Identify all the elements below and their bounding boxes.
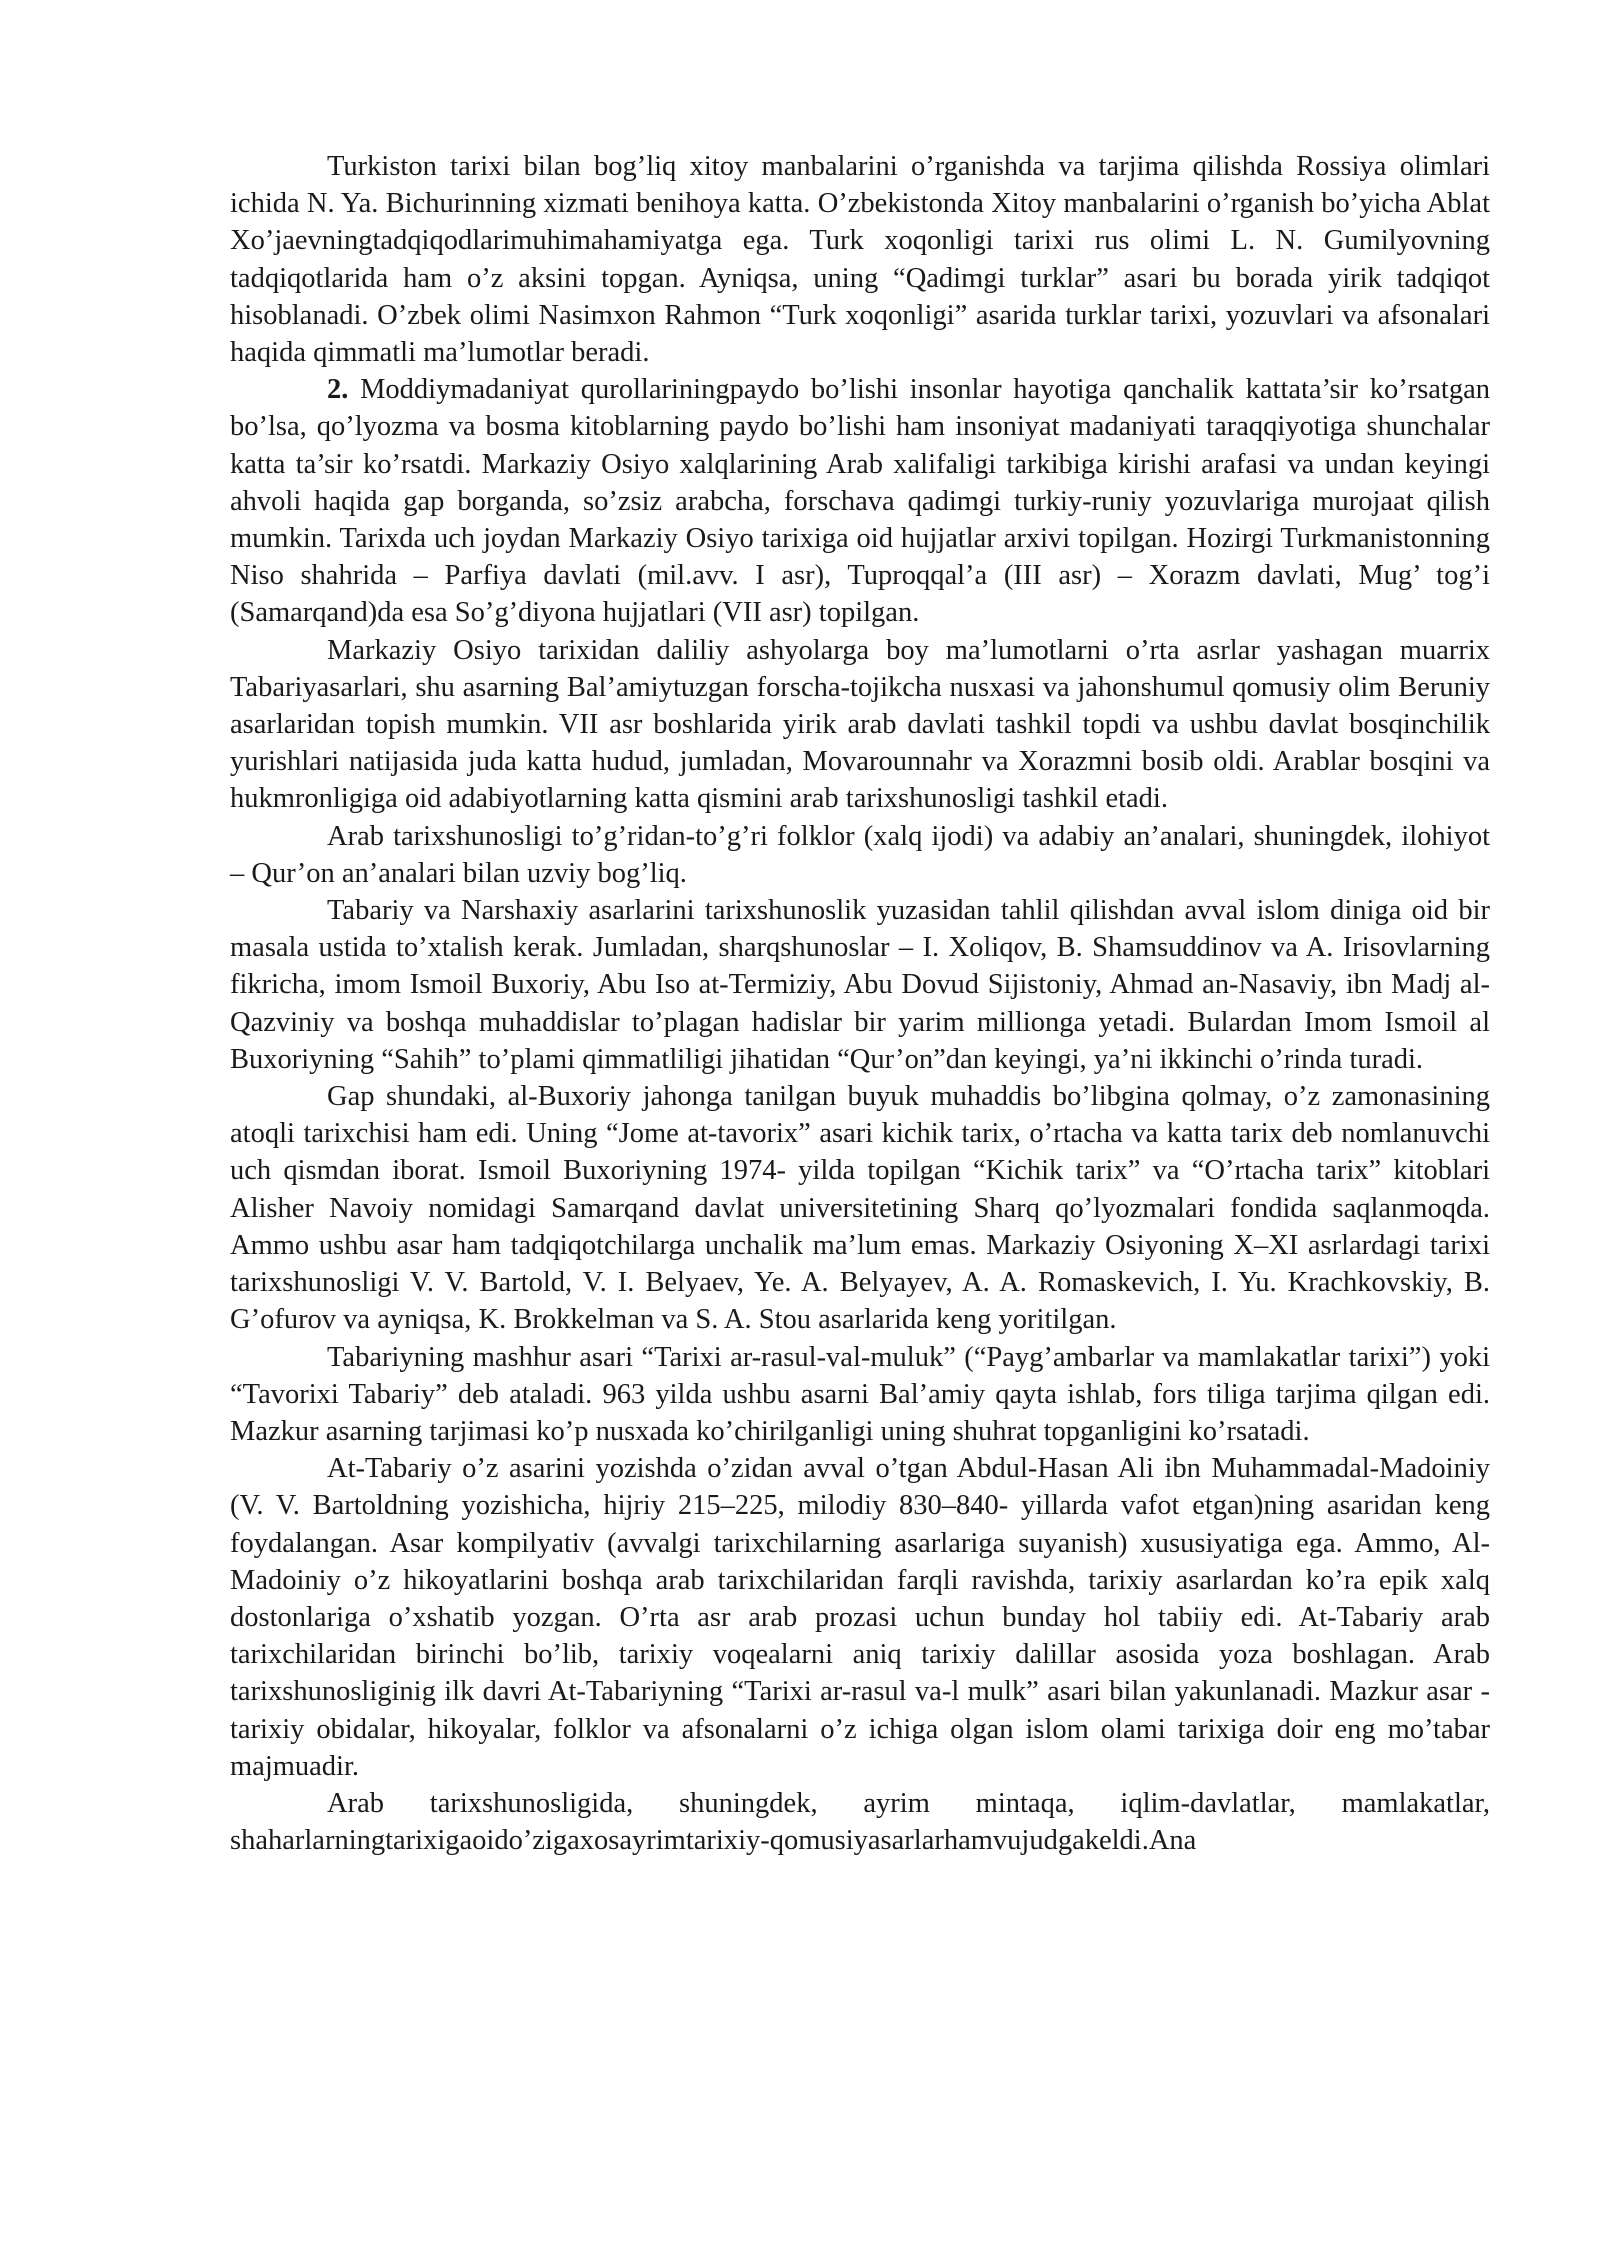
paragraph-7 <box>230 1339 1490 1451</box>
paragraph-text: Turkiston tarixi bilan bog’liq xitoy manbalarini o’rganishda va tarjima qilishda Rossiya olimlari ichida N. Ya. Bichurinning xizmati benihoya katta. O’zbekistonda Xitoy manbalarini o’rganish bo’yicha Ablat Xo’jaevningtadqiqodlarimuhimahamiyatga ega. Turk xoqonligi tarixi rus olimi L. N. Gumilyovning tadqiqotlarida ham o’z aksini topgan. Ayniqsa, uning “Qadimgi turklar” asari bu borada yirik tadqiqot hisoblanadi. O’zbek olimi Nasimxon Rahmon “Turk xoqonligi” asarida turklar tarixi, yozuvlari va afsonalari haqida qimmatli ma’lumotlar beradi. <box>230 151 1490 369</box>
paragraph-text: Gap shundaki, al-Buxoriy jahonga tanilgan buyuk muhaddis bo’libgina qolmay, o’z zamonasining atoqli tarixchisi ham edi. Uning “Jome at-tavorix” asari kichik tarix, o’rtacha va katta tarix deb nomlanuvchi uch qismdan iborat. Ismoil Buxoriyning 1974- yilda topilgan “Kichik tarix” va “O’rtacha tarix” kitoblari Alisher Navoiy nomidagi Samarqand davlat universitetining Sharq qo’lyozmalari fondida saqlanmoqda. Ammo ushbu asar ham tadqiqotchilarga unchalik ma’lum emas. Markaziy Osiyoning X–XI asrlardagi tarixi tarixshunosligi V. V. Bartold, V. I. Belyaev, Ye. A. Belyayev, A. A. Romaskevich, I. Yu. Krachkovskiy, B. G’ofurov va ayniqsa, K. Brokkelman va S. A. Stou asarlarida keng yoritilgan. <box>230 1081 1490 1336</box>
paragraph-text: Markaziy Osiyo tarixidan daliliy ashyolarga boy ma’lumotlarni o’rta asrlar yashagan muarrix Tabariyasarlari, shu asarning Bal’amiytuzgan forscha-tojikcha nusxasi va jahonshumul qomusiy olim Beruniy asarlaridan topish mumkin. VII asr boshlarida yirik arab davlati tashkil topdi va ushbu davlat bosqinchilik yurishlari natijasida juda katta hudud, jumladan, Movarounnahr va Xorazmni bosib oldi. Arablar bosqini va hukmronligiga oid adabiyotlarning katta qismini arab tarixshunosligi tashkil etadi. <box>230 634 1490 815</box>
paragraph-4 <box>230 818 1490 892</box>
paragraph-1 <box>230 148 1490 371</box>
paragraph-text: Tabariy va Narshaxiy asarlarini tarixshunoslik yuzasidan tahlil qilishdan avval islom diniga oid bir masala ustida to’xtalish kerak. Jumladan, sharqshunoslar – I. Xoliqov, B. Shamsuddinov va A. Irisovlarning fikricha, imom Ismoil Buxoriy, Abu Iso at-Termiziy, Abu Dovud Sijistoniy, Ahmad an-Nasaviy, ibn Madj al-Qazviniy va boshqa muhaddislar to’plagan hadislar bir yarim millionga yetadi. Bulardan Imom Ismoil al Buxoriyning “Sahih” to’plami qimmatliligi jihatidan “Qur’on”dan keyingi, ya’ni ikkinchi o’rinda turadi. <box>230 895 1490 1075</box>
paragraph-text: Arab tarixshunosligida, shuningdek, ayrim mintaqa, iqlim-davlatlar, mamlakatlar, shaharlarningtarixigaoido’zigaxosayrimtarixiy-qomusiyasarlarhamvujudgakeldi.Ana <box>230 1787 1490 1857</box>
paragraph-9 <box>230 1785 1490 1859</box>
paragraph-5 <box>230 892 1490 1078</box>
paragraph-text: Arab tarixshunosligi to’g’ridan-to’g’ri folklor (xalq ijodi) va adabiy an’analari, shuningdek, ilohiyot – Qur’on an’analari bilan uzviy bog’liq. <box>230 820 1490 889</box>
paragraph-text: At-Tabariy o’z asarini yozishda o’zidan avval o’tgan Abdul-Hasan Ali ibn Muhammadal-Madoiniy (V. V. Bartoldning yozishicha, hijriy 215–225, milodiy 830–840- yillarda vafot etgan)ning asaridan keng foydalangan. Asar kompilyativ (avvalgi tarixchilarning asarlariga suyanish) xususiyatiga ega. Ammo, Al-Madoiniy o’z hikoyatlarini boshqa arab tarixchilaridan farqli ravishda, tarixiy asarlardan ko’ra epik xalq dostonlariga o’xshatib yozgan. O’rta asr arab prozasi uchun bunday hol tabiiy edi. At-Tabariy arab tarixchilaridan birinchi bo’lib, tarixiy voqealarni aniq tarixiy dalillar asosida yoza boshlagan. Arab tarixshunosliginig ilk davri At-Tabariyning “Tarixi ar-rasul va-l mulk” asari bilan yakunlanadi. Mazkur asar -tarixiy obidalar, hikoyalar, folklor va afsonalarni o’z ichiga olgan islom olami tarixiga doir eng mo’tabar majmuadir. <box>230 1453 1490 1782</box>
paragraph-text: Moddiymadaniyat qurollariningpaydo bo’lishi insonlar hayotiga qanchalik kattata’sir ko’rsatgan bo’lsa, qo’lyozma va bosma kitoblarning paydo bo’lishi ham insoniyat madaniyati taraqqiyotiga shunchalar katta ta’sir ko’rsatdi. Markaziy Osiyo xalqlarining Arab xalifaligi tarkibiga kirishi arafasi va undan keyingi ahvoli haqida gap borganda, so’zsiz arabcha, forschava qadimgi turkiy-runiy yozuvlariga murojaat qilish mumkin. Tarixda uch joydan Markaziy Osiyo tarixiga oid hujjatlar arxivi topilgan. Hozirgi Turkmanistonning Niso shahrida – Parfiya davlati (mil.avv. I asr), Tuproqqal’a (III asr) – Xorazm davlati, Mug’ tog’i (Samarqand)da esa So’g’diyona hujjatlari (VII asr) topilgan. <box>230 374 1490 629</box>
paragraph-3 <box>230 632 1490 818</box>
paragraph-6 <box>230 1078 1490 1338</box>
paragraph-8 <box>230 1450 1490 1785</box>
paragraph-2 <box>230 371 1490 631</box>
document-page <box>230 148 1490 1859</box>
paragraph-text: Tabariyning mashhur asari “Tarixi ar-rasul-val-muluk” (“Payg’ambarlar va mamlakatlar tarixi”) yoki “Tavorixi Tabariy” deb ataladi. 963 yilda ushbu asarni Bal’amiy qayta ishlab, fors tiliga tarjima qilgan edi. Mazkur asarning tarjimasi ko’p nusxada ko’chirilganligi uning shuhrat topganligini ko’rsatadi. <box>230 1341 1490 1447</box>
paragraph-number: 2. <box>327 374 349 406</box>
